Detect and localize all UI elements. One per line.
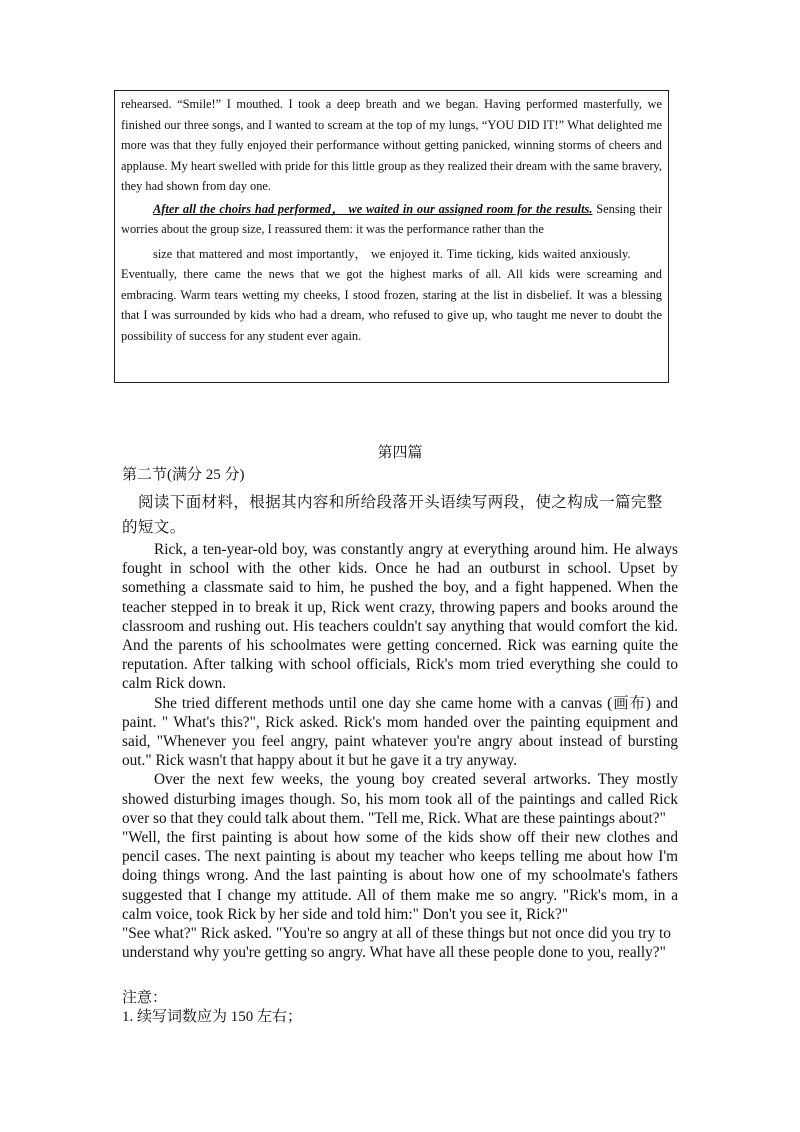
writing-sample-text xyxy=(121,94,662,346)
part-heading: 第二节(满分 25 分) xyxy=(122,467,245,483)
section-title: 第四篇 xyxy=(377,445,423,461)
story-paragraph-4: "Well, the first painting is about how some of the kids show off their new clothes and pencil cases. The next painting is about my teacher who keeps telling me about how I'm doing things wrong. And the last painting is about how one of my schoolmate's fathers suggested that I change my attitude. All of them make me so angry. "Rick's mom, in a calm voice, took Rick by her side and told him:" Don't you see it, Rick?" xyxy=(122,829,678,923)
note-item-1: 1. 续写词数应为 150 左右； xyxy=(122,1009,303,1025)
sample-paragraph-2-line-b: size that mattered and most importantly， we enjoyed it. Time ticking, kids waited anxiously. xyxy=(153,246,631,261)
story-paragraph-2: She tried different methods until one day she came home with a canvas (画布) and paint. " What's this?", Rick asked. Rick's mom handed over the painting equipment and said, "Whenever you feel angry, paint whatever you're angry about instead of bursting out." Rick wasn't that happy about it but he gave it a try anyway. xyxy=(122,694,678,770)
instruction-text: 阅读下面材料，根据其内容和所给段落开头语续写两段，使之构成一篇完整的短文。 xyxy=(122,494,663,536)
story-paragraph-3: Over the next few weeks, the young boy created several artworks. They mostly showed disturbing images though. So, his mom took all of the paintings and called Rick over so that they could talk about them. "Tell me, Rick. What are these paintings about?" xyxy=(122,771,678,827)
sample-paragraph-1: rehearsed. “Smile!” I mouthed. I took a deep breath and we began. Having performed masterfully, we finished our three songs, and I wanted to scream at the top of my lungs, “YOU DID IT!” What delighted me more was that they fully enjoyed their performance without getting panicked, winning storms of cheers and applause. My heart swelled with pride for this little group as they realized their dream with the same bravery, they had shown from day one. xyxy=(121,97,662,193)
notes-label: 注意： xyxy=(122,990,168,1006)
story-text xyxy=(122,540,678,962)
sample-paragraph-2-line-c: Eventually, there came the news that we got the highest marks of all. All kids were screaming and embracing. Warm tears wetting my cheeks, I stood frozen, staring at the list in disbelief. It was a blessing that I was surrounded by kids who had a dream, who refused to give up, who taught me never to doubt the possibility of success for any student ever again. xyxy=(121,267,662,343)
story-paragraph-5: "See what?" Rick asked. "You're so angry at all of these things but not once did you try to understand why you're getting so angry. What have all these people done to you, really?" xyxy=(122,925,671,962)
sample-paragraph-2-line-a: Sensing their worries about the group size, I reassured them: it was the performance rather than the xyxy=(121,201,662,236)
sample-paragraph-2 xyxy=(121,199,662,347)
paragraph-starter: After all the choirs had performed， we waited in our assigned room for the results. xyxy=(153,201,593,216)
story-paragraph-1: Rick, a ten-year-old boy, was constantly angry at everything around him. He always fought in school with the other kids. Once he had an outburst in school. Upset by something a classmate said to him, he pushed the boy, and a fight happened. When the teacher stepped in to break it up, Rick went crazy, throwing papers and books around the classroom and rushing out. His teachers couldn't say anything that would comfort the kid. And the parents of his schoolmates were getting concerned. Rick was earning quite the reputation. After talking with school officials, Rick's mom tried everything she could to calm Rick down. xyxy=(122,541,678,693)
